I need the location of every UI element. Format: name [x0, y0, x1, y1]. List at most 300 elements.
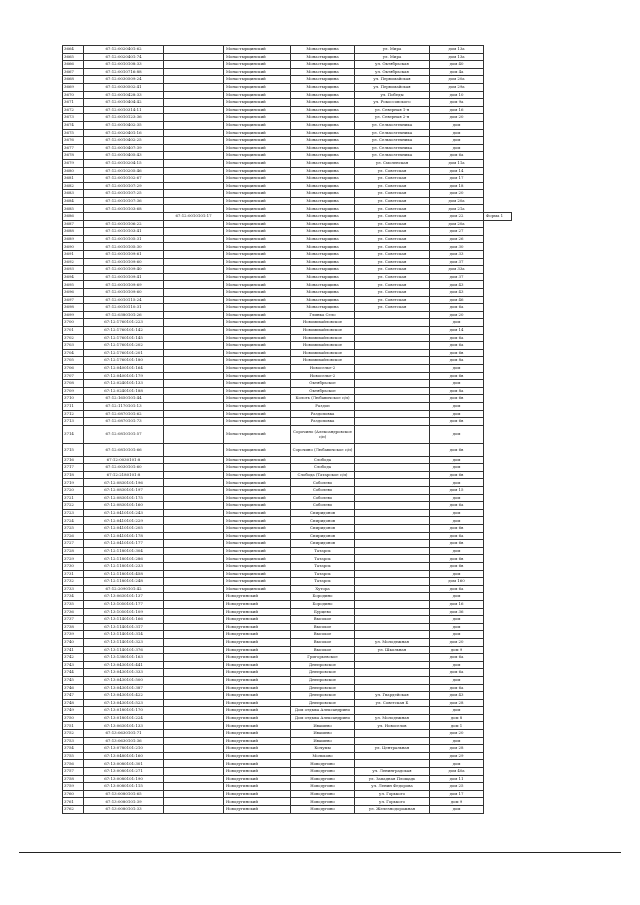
cell-note — [484, 593, 512, 601]
cell-spacer — [512, 159, 562, 167]
cell-spacer — [512, 76, 562, 84]
cell-settlement: Новодугино — [291, 790, 355, 798]
cell-district: Монастырщинский — [224, 372, 291, 380]
table-row — [63, 129, 562, 137]
cell-house: дом — [430, 707, 484, 715]
cell-cadastral-number-alt — [164, 372, 224, 380]
cell-cadastral-number: 67:12:1180101:304 — [84, 547, 164, 555]
cell-settlement: Монастырщина — [291, 99, 355, 107]
cell-street: ул. Новоселов — [355, 722, 430, 730]
cell-house: дом 13а — [430, 46, 484, 54]
cell-district: Новодугинский — [224, 638, 291, 646]
table-row — [63, 752, 562, 760]
table-row — [63, 213, 562, 221]
cell-cadastral-number-alt — [164, 532, 224, 540]
cell-cadastral-number-alt — [164, 783, 224, 791]
cell-settlement: Монастырщина — [291, 258, 355, 266]
registry-table — [62, 45, 562, 814]
cell-cadastral-number: 67:12:0010102:67 — [84, 175, 164, 183]
cell-settlement: Монастырщина — [291, 76, 355, 84]
cell-spacer — [512, 608, 562, 616]
cell-cadastral-number: 67:12:0010404:42 — [84, 99, 164, 107]
table-row — [63, 623, 562, 631]
cell-street — [355, 517, 430, 525]
cell-spacer — [512, 646, 562, 654]
cell-spacer — [512, 547, 562, 555]
cell-street: ул. Советская — [355, 258, 430, 266]
cell-district: Монастырщинский — [224, 517, 291, 525]
cell-cadastral-number-alt — [164, 159, 224, 167]
cell-spacer — [512, 91, 562, 99]
cell-settlement: Слобода — [291, 464, 355, 472]
cell-note — [484, 783, 512, 791]
cell-house: дом 20 — [430, 190, 484, 198]
cell-street: ул. Первомайская — [355, 76, 430, 84]
cell-settlement: Монастырщина — [291, 205, 355, 213]
cell-street — [355, 380, 430, 388]
cell-street: ул. Победы — [355, 91, 430, 99]
cell-row-number: 3733 — [63, 585, 84, 593]
cell-row-number: 3678 — [63, 152, 84, 160]
cell-note — [484, 304, 512, 312]
cell-spacer — [512, 387, 562, 395]
cell-settlement: Монастырщина — [291, 83, 355, 91]
cell-street: ул. Сельхозтехника — [355, 129, 430, 137]
cell-street — [355, 425, 430, 443]
cell-spacer — [512, 502, 562, 510]
cell-district: Монастырщинский — [224, 91, 291, 99]
cell-cadastral-number: 67:13:0430101:422 — [84, 692, 164, 700]
cell-cadastral-number-alt — [164, 53, 224, 61]
cell-spacer — [512, 182, 562, 190]
cell-district: Монастырщинский — [224, 487, 291, 495]
cell-cadastral-number-alt — [164, 760, 224, 768]
cell-street — [355, 402, 430, 410]
cell-cadastral-number-alt — [164, 775, 224, 783]
cell-house: дом 6а — [430, 334, 484, 342]
cell-house: дом 14 — [430, 167, 484, 175]
cell-house: дом — [430, 425, 484, 443]
cell-street — [355, 631, 430, 639]
cell-row-number: 3750 — [63, 714, 84, 722]
cell-cadastral-number-alt — [164, 730, 224, 738]
cell-note — [484, 563, 512, 571]
cell-street: ул. Железнодорожная — [355, 806, 430, 814]
cell-street — [355, 387, 430, 395]
cell-row-number: 3683 — [63, 190, 84, 198]
cell-cadastral-number: 67:13:0430101:500 — [84, 676, 164, 684]
cell-district: Новодугинский — [224, 798, 291, 806]
cell-cadastral-number-alt — [164, 144, 224, 152]
cell-row-number: 3760 — [63, 790, 84, 798]
table-row — [63, 243, 562, 251]
cell-cadastral-number-alt — [164, 129, 224, 137]
table-row — [63, 311, 562, 319]
cell-street: ул. Советская — [355, 251, 430, 259]
cell-spacer — [512, 175, 562, 183]
cell-spacer — [512, 418, 562, 426]
cell-house: дом — [430, 121, 484, 129]
cell-cadastral-number-alt — [164, 525, 224, 533]
cell-row-number: 3667 — [63, 68, 84, 76]
cell-note — [484, 532, 512, 540]
cell-cadastral-number-alt — [164, 152, 224, 160]
table-row — [63, 159, 562, 167]
cell-district: Монастырщинский — [224, 83, 291, 91]
cell-cadastral-number: 67:13:1050101:177 — [84, 600, 164, 608]
cell-row-number: 3696 — [63, 289, 84, 297]
table-row — [63, 395, 562, 403]
cell-settlement: Новодугино — [291, 798, 355, 806]
cell-cadastral-number-alt — [164, 190, 224, 198]
cell-district: Монастырщинский — [224, 342, 291, 350]
cell-note — [484, 380, 512, 388]
cell-row-number: 3704 — [63, 349, 84, 357]
cell-cadastral-number: 67:12:1760101:201 — [84, 349, 164, 357]
cell-cadastral-number-alt — [164, 91, 224, 99]
cell-cadastral-number: 67:12:0010107:29 — [84, 182, 164, 190]
cell-note — [484, 395, 512, 403]
cell-spacer — [512, 364, 562, 372]
cell-spacer — [512, 114, 562, 122]
cell-street — [355, 623, 430, 631]
cell-house: дом 20а — [430, 220, 484, 228]
cell-row-number: 3713 — [63, 418, 84, 426]
cell-cadastral-number-alt — [164, 608, 224, 616]
cell-settlement: Монастырщина — [291, 175, 355, 183]
cell-spacer — [512, 296, 562, 304]
cell-district: Монастырщинский — [224, 258, 291, 266]
table-row — [63, 600, 562, 608]
cell-district: Монастырщинский — [224, 159, 291, 167]
table-row — [63, 175, 562, 183]
cell-cadastral-number-alt — [164, 342, 224, 350]
cell-settlement: Монастырщина — [291, 137, 355, 145]
cell-house: дом 40 — [430, 61, 484, 69]
cell-note — [484, 205, 512, 213]
cell-cadastral-number — [84, 213, 164, 221]
cell-district: Монастырщинский — [224, 425, 291, 443]
cell-note — [484, 517, 512, 525]
cell-settlement: Высокое — [291, 631, 355, 639]
cell-house: дом 6в — [430, 418, 484, 426]
cell-house: дом 6а — [430, 152, 484, 160]
cell-row-number: 3702 — [63, 334, 84, 342]
cell-district: Монастырщинский — [224, 152, 291, 160]
cell-spacer — [512, 737, 562, 745]
cell-note: Форма 1 — [484, 213, 512, 221]
cell-settlement: Монастырщина — [291, 114, 355, 122]
cell-note — [484, 387, 512, 395]
cell-row-number: 3700 — [63, 319, 84, 327]
cell-street — [355, 479, 430, 487]
cell-spacer — [512, 494, 562, 502]
cell-house: дом — [430, 631, 484, 639]
table-row — [63, 380, 562, 388]
cell-district: Монастырщинский — [224, 319, 291, 327]
table-row — [63, 197, 562, 205]
table-row — [63, 540, 562, 548]
cell-note — [484, 273, 512, 281]
cell-district: Монастырщинский — [224, 502, 291, 510]
cell-cadastral-number: 67:12:0020401:62 — [84, 46, 164, 54]
cell-cadastral-number-alt — [164, 167, 224, 175]
table-row — [63, 190, 562, 198]
cell-settlement: Кочумы — [291, 745, 355, 753]
cell-cadastral-number-alt: 67:12:0010101:17 — [164, 213, 224, 221]
cell-cadastral-number: 67:12:0830101:160 — [84, 502, 164, 510]
cell-house: дом 20 — [430, 730, 484, 738]
cell-cadastral-number-alt — [164, 646, 224, 654]
cell-spacer — [512, 623, 562, 631]
cell-note — [484, 99, 512, 107]
cell-note — [484, 555, 512, 563]
cell-cadastral-number: 67:13:0630101:133 — [84, 722, 164, 730]
table-row — [63, 654, 562, 662]
cell-row-number: 3752 — [63, 730, 84, 738]
cell-spacer — [512, 334, 562, 342]
cell-cadastral-number: 67:12:0240101:133 — [84, 380, 164, 388]
table-row — [63, 525, 562, 533]
cell-settlement: Сорочино (Любавичское с/п) — [291, 443, 355, 456]
cell-row-number: 3758 — [63, 775, 84, 783]
cell-street — [355, 357, 430, 365]
cell-house: дом — [430, 806, 484, 814]
cell-cadastral-number: 67:13:0080101:39 — [84, 798, 164, 806]
cell-note — [484, 714, 512, 722]
cell-district: Новодугинский — [224, 593, 291, 601]
cell-house: дом 6в — [430, 555, 484, 563]
cell-house: дом 16 — [430, 600, 484, 608]
cell-row-number: 3730 — [63, 563, 84, 571]
cell-settlement: Соболево — [291, 487, 355, 495]
cell-note — [484, 722, 512, 730]
cell-house: дом 17 — [430, 790, 484, 798]
cell-cadastral-number-alt — [164, 106, 224, 114]
cell-house: дом — [430, 509, 484, 517]
cell-spacer — [512, 425, 562, 443]
cell-cadastral-number: 67:12:0010716:88 — [84, 68, 164, 76]
cell-cadastral-number: 67:12:1760101:142 — [84, 326, 164, 334]
cell-settlement: Спиридонов — [291, 525, 355, 533]
cell-cadastral-number-alt — [164, 509, 224, 517]
cell-note — [484, 349, 512, 357]
cell-cadastral-number-alt — [164, 121, 224, 129]
cell-spacer — [512, 402, 562, 410]
cell-settlement: Монастырщина — [291, 159, 355, 167]
table-row — [63, 281, 562, 289]
cell-spacer — [512, 585, 562, 593]
cell-row-number: 3670 — [63, 91, 84, 99]
cell-note — [484, 418, 512, 426]
table-row — [63, 68, 562, 76]
cell-note — [484, 364, 512, 372]
table-body — [63, 46, 562, 814]
cell-spacer — [512, 68, 562, 76]
cell-cadastral-number-alt — [164, 638, 224, 646]
cell-cadastral-number-alt — [164, 623, 224, 631]
cell-street: ул. Молодежная — [355, 714, 430, 722]
cell-cadastral-number-alt — [164, 220, 224, 228]
cell-note — [484, 129, 512, 137]
table-row — [63, 563, 562, 571]
cell-street: ул. Центральная — [355, 745, 430, 753]
cell-spacer — [512, 555, 562, 563]
cell-row-number: 3744 — [63, 669, 84, 677]
cell-house: дом 6а — [430, 342, 484, 350]
cell-settlement: Высокое — [291, 616, 355, 624]
table-row — [63, 798, 562, 806]
cell-note — [484, 600, 512, 608]
cell-cadastral-number: 67:12:0020401:16 — [84, 129, 164, 137]
table-row — [63, 707, 562, 715]
cell-settlement: Бурцево — [291, 608, 355, 616]
cell-cadastral-number-alt — [164, 578, 224, 586]
cell-note — [484, 745, 512, 753]
cell-street: ул. Советская — [355, 213, 430, 221]
cell-street — [355, 752, 430, 760]
cell-street — [355, 540, 430, 548]
cell-settlement: Новодугино — [291, 760, 355, 768]
cell-street — [355, 395, 430, 403]
cell-cadastral-number: 67:12:0870101:73 — [84, 418, 164, 426]
cell-cadastral-number-alt — [164, 593, 224, 601]
table-row — [63, 258, 562, 266]
cell-district: Монастырщинский — [224, 235, 291, 243]
cell-district: Новодугинский — [224, 737, 291, 745]
cell-district: Новодугинский — [224, 760, 291, 768]
cell-cadastral-number: 67:12:0410101:205 — [84, 525, 164, 533]
cell-cadastral-number: 67:12:0010204:15 — [84, 159, 164, 167]
cell-note — [484, 175, 512, 183]
cell-street: ул. Школьная — [355, 646, 430, 654]
cell-settlement: Новомихайловское — [291, 326, 355, 334]
cell-house: дом — [430, 319, 484, 327]
cell-house: дом — [430, 456, 484, 464]
cell-street — [355, 418, 430, 426]
cell-cadastral-number: 67:13:0430101:387 — [84, 684, 164, 692]
cell-house: дом 28 — [430, 699, 484, 707]
cell-settlement: Новодугино — [291, 775, 355, 783]
cell-house: дом — [430, 616, 484, 624]
cell-cadastral-number-alt — [164, 418, 224, 426]
cell-district: Монастырщинский — [224, 547, 291, 555]
cell-settlement: Днепровское — [291, 661, 355, 669]
cell-settlement: Слобода — [291, 456, 355, 464]
registry-table-sheet — [62, 45, 561, 814]
cell-row-number: 3709 — [63, 387, 84, 395]
cell-settlement: Монастырщина — [291, 273, 355, 281]
cell-district: Монастырщинский — [224, 410, 291, 418]
cell-cadastral-number-alt — [164, 68, 224, 76]
cell-cadastral-number-alt — [164, 464, 224, 472]
cell-cadastral-number: 67:12:1180101:248 — [84, 578, 164, 586]
cell-cadastral-number: 67:12:1760101:202 — [84, 342, 164, 350]
cell-spacer — [512, 380, 562, 388]
cell-note — [484, 137, 512, 145]
cell-district: Монастырщинский — [224, 175, 291, 183]
cell-district: Монастырщинский — [224, 121, 291, 129]
cell-spacer — [512, 707, 562, 715]
cell-spacer — [512, 197, 562, 205]
cell-street: ул. Советская — [355, 273, 430, 281]
cell-cadastral-number: 67:12:1650101:44 — [84, 395, 164, 403]
cell-settlement: Монастырщина — [291, 197, 355, 205]
cell-house: дом 1 — [430, 722, 484, 730]
cell-row-number: 3731 — [63, 570, 84, 578]
cell-house: дом 6в — [430, 471, 484, 479]
cell-row-number: 3690 — [63, 243, 84, 251]
cell-house: дом — [430, 479, 484, 487]
cell-cadastral-number-alt — [164, 83, 224, 91]
cell-cadastral-number: 67:12:0010402:25 — [84, 137, 164, 145]
table-row — [63, 593, 562, 601]
cell-row-number: 3739 — [63, 631, 84, 639]
cell-street: ул. Сельхозтехника — [355, 137, 430, 145]
cell-street: ул. Молодежная — [355, 638, 430, 646]
cell-street: ул. Октябрьская — [355, 61, 430, 69]
cell-cadastral-number: 67:12:0010105:30 — [84, 243, 164, 251]
cell-cadastral-number: 67:12:0830101:196 — [84, 479, 164, 487]
cell-cadastral-number: 67:13:0080101:115 — [84, 783, 164, 791]
cell-street: ул. Советская — [355, 197, 430, 205]
table-row — [63, 669, 562, 677]
cell-settlement: Сорочино (Александровское с/п) — [291, 425, 355, 443]
cell-settlement: Монастырщина — [291, 129, 355, 137]
cell-district: Монастырщинский — [224, 129, 291, 137]
cell-cadastral-number-alt — [164, 585, 224, 593]
cell-street: ул. Сельхозтехника — [355, 144, 430, 152]
cell-row-number: 3728 — [63, 547, 84, 555]
cell-settlement: Татарск — [291, 578, 355, 586]
cell-note — [484, 61, 512, 69]
cell-street — [355, 730, 430, 738]
cell-house: дом — [430, 737, 484, 745]
cell-district: Монастырщинский — [224, 61, 291, 69]
cell-district: Новодугинский — [224, 806, 291, 814]
cell-row-number: 3761 — [63, 798, 84, 806]
cell-spacer — [512, 167, 562, 175]
table-row — [63, 167, 562, 175]
cell-cadastral-number: 67:12:0830101:197 — [84, 487, 164, 495]
cell-row-number: 3708 — [63, 380, 84, 388]
cell-spacer — [512, 631, 562, 639]
cell-row-number: 3756 — [63, 760, 84, 768]
cell-row-number: 3669 — [63, 83, 84, 91]
cell-row-number: 3712 — [63, 410, 84, 418]
cell-cadastral-number-alt — [164, 768, 224, 776]
cell-street — [355, 547, 430, 555]
cell-street — [355, 456, 430, 464]
cell-house: дом 30 — [430, 243, 484, 251]
cell-cadastral-number: 67:12:0010109:61 — [84, 251, 164, 259]
cell-street — [355, 502, 430, 510]
cell-spacer — [512, 372, 562, 380]
cell-note — [484, 319, 512, 327]
cell-street — [355, 319, 430, 327]
cell-row-number: 3674 — [63, 121, 84, 129]
cell-row-number: 3757 — [63, 768, 84, 776]
cell-note — [484, 768, 512, 776]
cell-district: Монастырщинский — [224, 563, 291, 571]
cell-settlement: Монастырщина — [291, 121, 355, 129]
cell-spacer — [512, 661, 562, 669]
cell-spacer — [512, 487, 562, 495]
cell-district: Монастырщинский — [224, 304, 291, 312]
cell-cadastral-number: 67:12:0010115:24 — [84, 296, 164, 304]
cell-district: Новодугинский — [224, 646, 291, 654]
cell-cadastral-number: 67:12:0010107:36 — [84, 197, 164, 205]
